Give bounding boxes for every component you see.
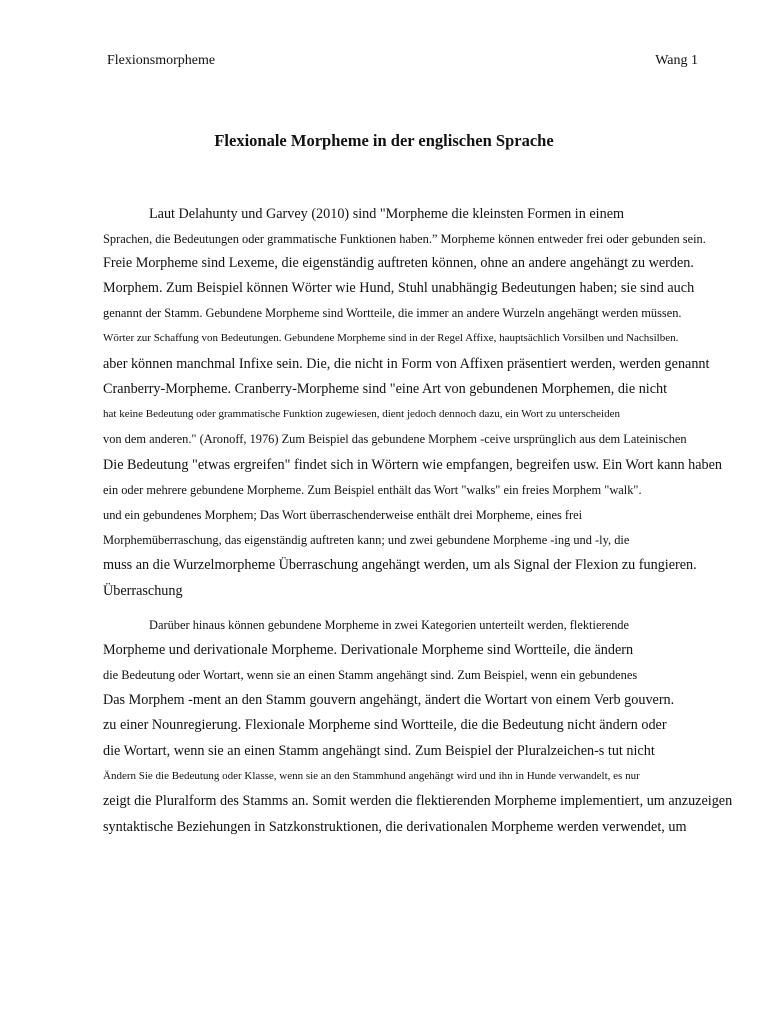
text-line: Cranberry-Morpheme. Cranberry-Morpheme sind "eine Art von gebundenen Morphemen, die nicht	[103, 381, 668, 397]
text-line: von dem anderen." (Aronoff, 1976) Zum Beispiel das gebundene Morphem -ceive ursprünglich aus dem Lateinischen	[103, 432, 687, 446]
text-line: Darüber hinaus können gebundene Morpheme in zwei Kategorien unterteilt werden, flektierende	[149, 618, 629, 632]
text-line: Sprachen, die Bedeutungen oder grammatische Funktionen haben.” Morpheme können entweder frei oder gebunden sein.	[103, 232, 706, 246]
text-line: zeigt die Pluralform des Stamms an. Somit werden die flektierenden Morpheme implementiert, um anzuzeigen	[103, 793, 733, 809]
text-line: syntaktische Beziehungen in Satzkonstruktionen, die derivationalen Morpheme werden verwendet, um	[103, 819, 687, 835]
text-line: zu einer Nounregierung. Flexionale Morpheme sind Wortteile, die die Bedeutung nicht ändern oder	[103, 717, 667, 733]
text-line: die Bedeutung oder Wortart, wenn sie an einen Stamm angehängt sind. Zum Beispiel, wenn ein gebundenes	[103, 668, 638, 682]
text-line: muss an die Wurzelmorpheme Überraschung angehängt werden, um als Signal der Flexion zu fungieren.	[103, 557, 697, 573]
running-head: Flexionsmorpheme	[107, 53, 216, 68]
document-title: Flexionale Morpheme in der englischen Sprache	[214, 131, 554, 150]
text-line: ein oder mehrere gebundene Morpheme. Zum Beispiel enthält das Wort "walks" ein freies Morphem "walk".	[103, 483, 642, 497]
text-line: Überraschung	[103, 583, 183, 599]
text-line: hat keine Bedeutung oder grammatische Funktion zugewiesen, dient jedoch dennoch dazu, ein Wort zu unterscheiden	[103, 408, 620, 420]
text-line: Morpheme und derivationale Morpheme. Derivationale Morpheme sind Wortteile, die ändern	[103, 642, 634, 658]
text-line: Die Bedeutung "etwas ergreifen" findet sich in Wörtern wie empfangen, begreifen usw. Ein Wort kann haben	[103, 457, 722, 473]
text-line: Wörter zur Schaffung von Bedeutungen. Gebundene Morpheme sind in der Regel Affixe, hauptsächlich Vorsilben und Nachsilben.	[103, 332, 679, 344]
text-line: Morphem. Zum Beispiel können Wörter wie Hund, Stuhl unabhängig Bedeutungen haben; sie sind auch	[103, 280, 695, 296]
text-line: die Wortart, wenn sie an einen Stamm angehängt sind. Zum Beispiel der Pluralzeichen-s tut nicht	[103, 743, 655, 759]
text-line: und ein gebundenes Morphem; Das Wort überraschenderweise enthält drei Morpheme, eines frei	[103, 508, 583, 522]
text-line: aber können manchmal Infixe sein. Die, die nicht in Form von Affixen präsentiert werden, werden genannt	[103, 356, 710, 372]
text-line: Morphemüberraschung, das eigenständig auftreten kann; und zwei gebundene Morpheme -ing und -ly, die	[103, 533, 630, 547]
text-line: Ändern Sie die Bedeutung oder Klasse, wenn sie an den Stammhund angehängt wird und ihn in Hunde verwandelt, es nur	[103, 770, 640, 782]
text-line: genannt der Stamm. Gebundene Morpheme sind Wortteile, die immer an andere Wurzeln angehängt werden müssen.	[103, 306, 682, 320]
text-line: Freie Morpheme sind Lexeme, die eigenständig auftreten können, ohne an andere angehängt zu werden.	[103, 255, 694, 271]
page-number: Wang 1	[655, 53, 698, 68]
text-line: Das Morphem -ment an den Stamm gouvern angehängt, ändert die Wortart von einem Verb gouvern.	[103, 692, 675, 708]
text-line: Laut Delahunty und Garvey (2010) sind "Morpheme die kleinsten Formen in einem	[149, 206, 625, 222]
